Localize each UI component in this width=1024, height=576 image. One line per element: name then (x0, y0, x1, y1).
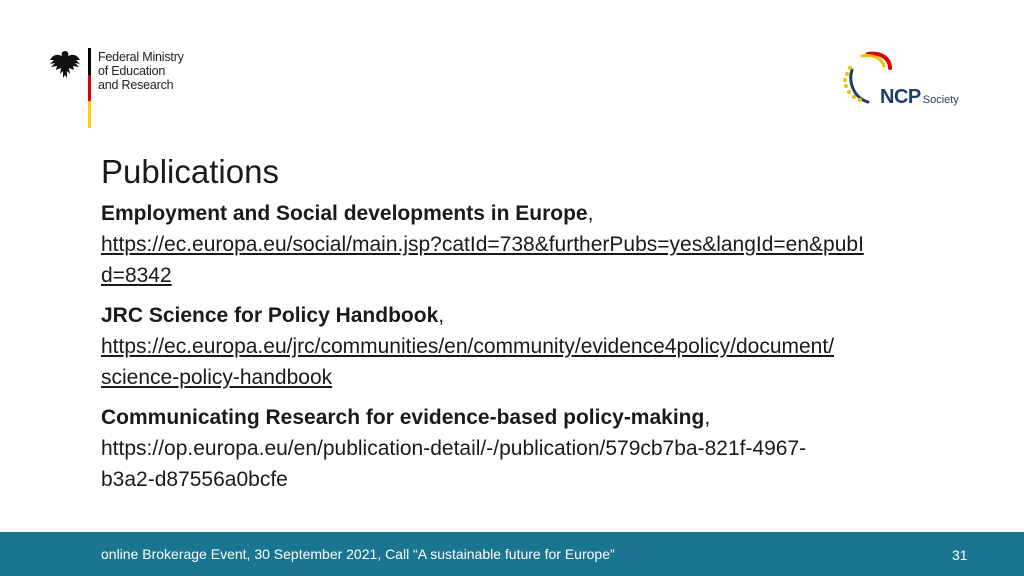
publication-url-text: https://op.europa.eu/en/publication-detail/-/publication/579cb7ba-821f-4967- b3a2-d87556a0bcfe (101, 437, 807, 491)
slide-content (101, 152, 981, 504)
publication-item: Employment and Social developments in Europe, https://ec.europa.eu/social/main.jsp?catId=738&furtherPubs=yes&langId=en&pubI d=8342 (101, 198, 981, 291)
publication-title: Employment and Social developments in Europe (101, 202, 588, 225)
publication-title: JRC Science for Policy Handbook (101, 304, 439, 327)
publication-item: Communicating Research for evidence-based policy-making, https://op.europa.eu/en/publication-detail/-/publication/579cb7ba-821f-4967- b3a2-d87556a0bcfe (101, 402, 981, 495)
german-flag-bar (88, 48, 91, 128)
publication-link[interactable]: https://ec.europa.eu/jrc/communities/en/community/evidence4policy/document/ science-policy-handbook (101, 335, 835, 389)
page-number: 31 (952, 547, 968, 563)
footer-event-text: online Brokerage Event, 30 September 2021, Call “A sustainable future for Europe” (101, 546, 615, 562)
publication-item: JRC Science for Policy Handbook, https://ec.europa.eu/jrc/communities/en/community/evidence4policy/document/ science-policy-handbook (101, 300, 981, 393)
ncp-society-logo (838, 48, 968, 110)
footer-bar (0, 532, 1024, 576)
publication-link[interactable]: https://ec.europa.eu/social/main.jsp?catId=738&furtherPubs=yes&langId=en&pubI d=8342 (101, 233, 864, 287)
publication-title: Communicating Research for evidence-based policy-making (101, 406, 705, 429)
ministry-name: Federal Ministry of Education and Research (98, 50, 184, 92)
federal-eagle-icon (48, 48, 82, 84)
page-title: Publications (101, 153, 279, 190)
ncp-wordmark: NCP Society (880, 86, 959, 108)
